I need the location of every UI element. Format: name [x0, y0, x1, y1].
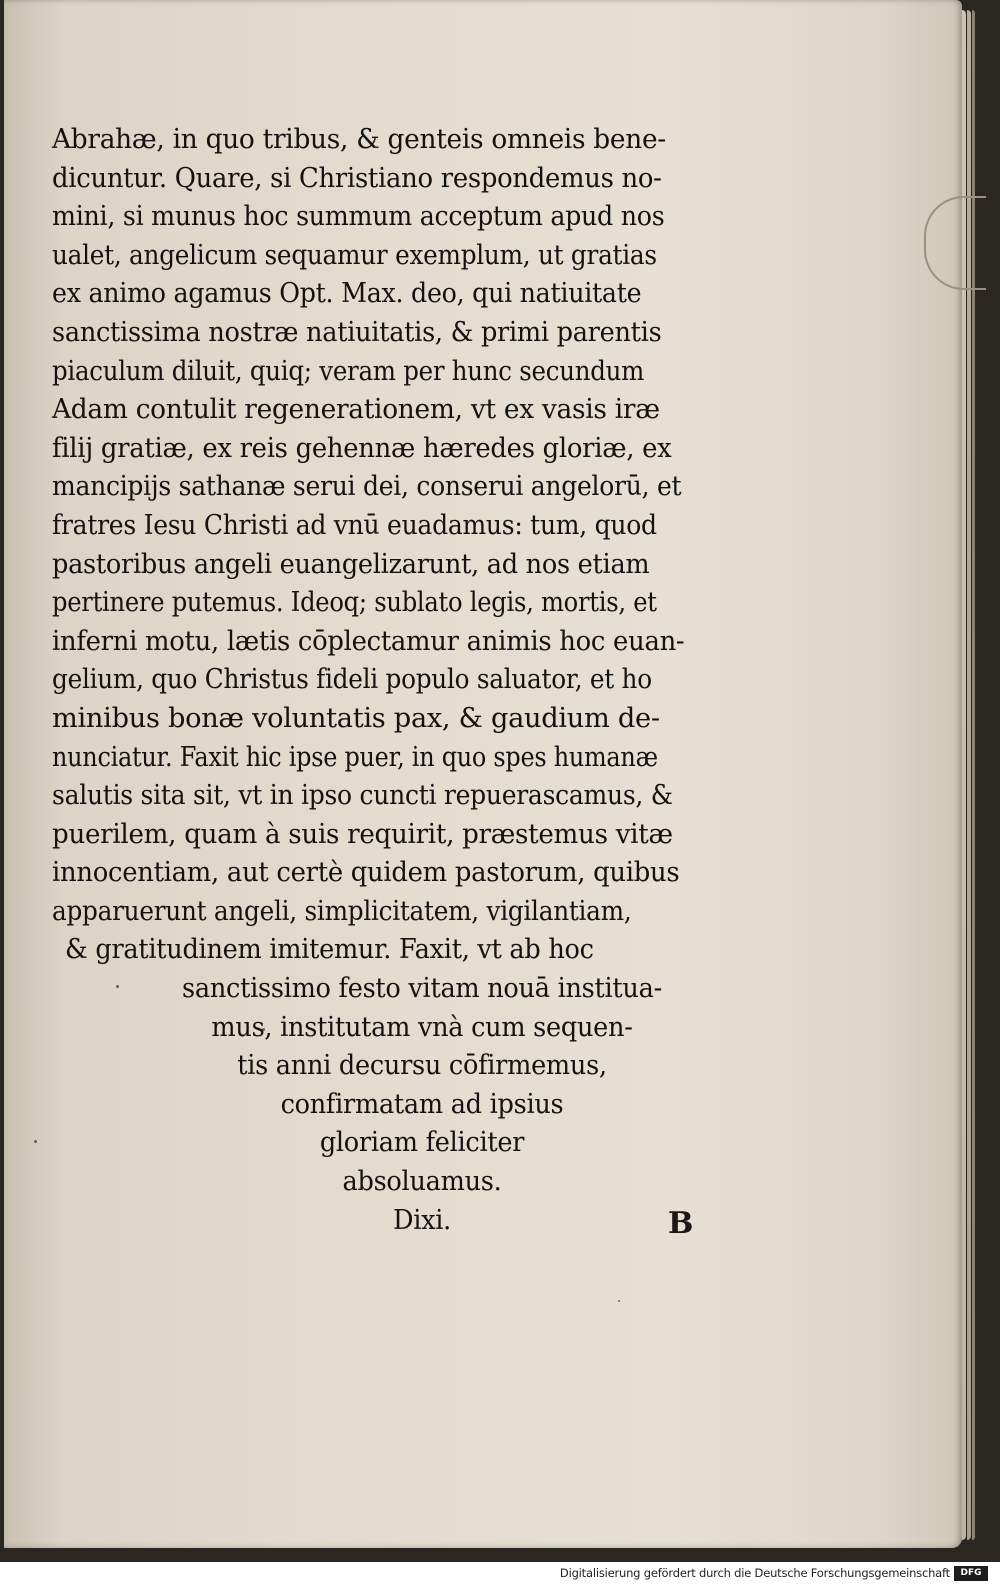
text-line: sanctissima nostræ natiuitatis, & primi parentis [52, 315, 662, 348]
signature-mark: B [668, 1206, 694, 1241]
text-line: tis anni decursu cōfirmemus, [237, 1049, 607, 1082]
text-line: mancipijs sathanæ serui dei, conserui angelorū, et [52, 470, 682, 503]
text-line: puerilem, quam à suis requirit, præstemus vitæ [52, 817, 673, 850]
text-line: mini, si munus hoc summum acceptum apud nos [52, 200, 665, 233]
text-line: ex animo agamus Opt. Max. deo, qui natiuitate [52, 277, 642, 310]
text-line: piaculum diluit, quiq; veram per hunc secundum [52, 354, 645, 387]
text-line: inferni motu, lætis cōplectamur animis hoc euan- [52, 624, 685, 657]
text-line: pastoribus angeli euangelizarunt, ad nos etiam [52, 547, 650, 580]
dfg-logo: DFG [954, 1566, 988, 1581]
text-line: sanctissimo festo vitam nouā institua- [182, 972, 662, 1005]
text-line: minibus bonæ voluntatis pax, & gaudium de- [52, 701, 660, 734]
text-line: Adam contulit regenerationem, vt ex vasis iræ [52, 393, 660, 426]
page-tab-mark [924, 196, 986, 290]
text-line: pertinere putemus. Ideoq; sublato legis, mortis, et [52, 586, 657, 619]
text-line: gelium, quo Christus fideli populo saluator, et ho [52, 663, 652, 696]
text-line: absoluamus. [342, 1165, 502, 1198]
text-line: filij gratiæ, ex reis gehennæ hæredes gloriæ, ex [52, 431, 672, 464]
ink-speck [618, 1300, 620, 1302]
footer-bar [0, 1562, 1000, 1587]
text-line: mus, institutam vnà cum sequen- [211, 1010, 633, 1043]
digitization-credit: Digitalisierung gefördert durch die Deutsche Forschungsgemeinschaft [559, 1566, 950, 1580]
text-line: nunciatur. Faxit hic ipse puer, in quo spes humanæ [52, 740, 658, 773]
text-line: salutis sita sit, vt in ipso cuncti repuerascamus, & [52, 779, 673, 812]
text-line: Dixi. [392, 1203, 452, 1236]
text-line: & gratitudinem imitemur. Faxit, vt ab hoc [65, 933, 594, 966]
text-line: fratres Iesu Christi ad vnū euadamus: tum, quod [52, 508, 657, 541]
page-text [52, 120, 792, 1239]
text-line: apparuerunt angeli, simplicitatem, vigilantiam, [52, 894, 632, 927]
ink-speck [34, 1140, 37, 1143]
text-line: gloriam feliciter [319, 1126, 525, 1159]
text-line: ualet, angelicum sequamur exemplum, ut gratias [52, 238, 657, 271]
text-line: innocentiam, aut certè quidem pastorum, quibus [52, 856, 680, 889]
text-line: dicuntur. Quare, si Christiano respondemus no- [52, 161, 662, 194]
text-line: confirmatam ad ipsius [280, 1087, 564, 1120]
closing-text [52, 930, 792, 1239]
text-line: Abrahæ, in quo tribus, & genteis omneis bene- [52, 123, 666, 155]
